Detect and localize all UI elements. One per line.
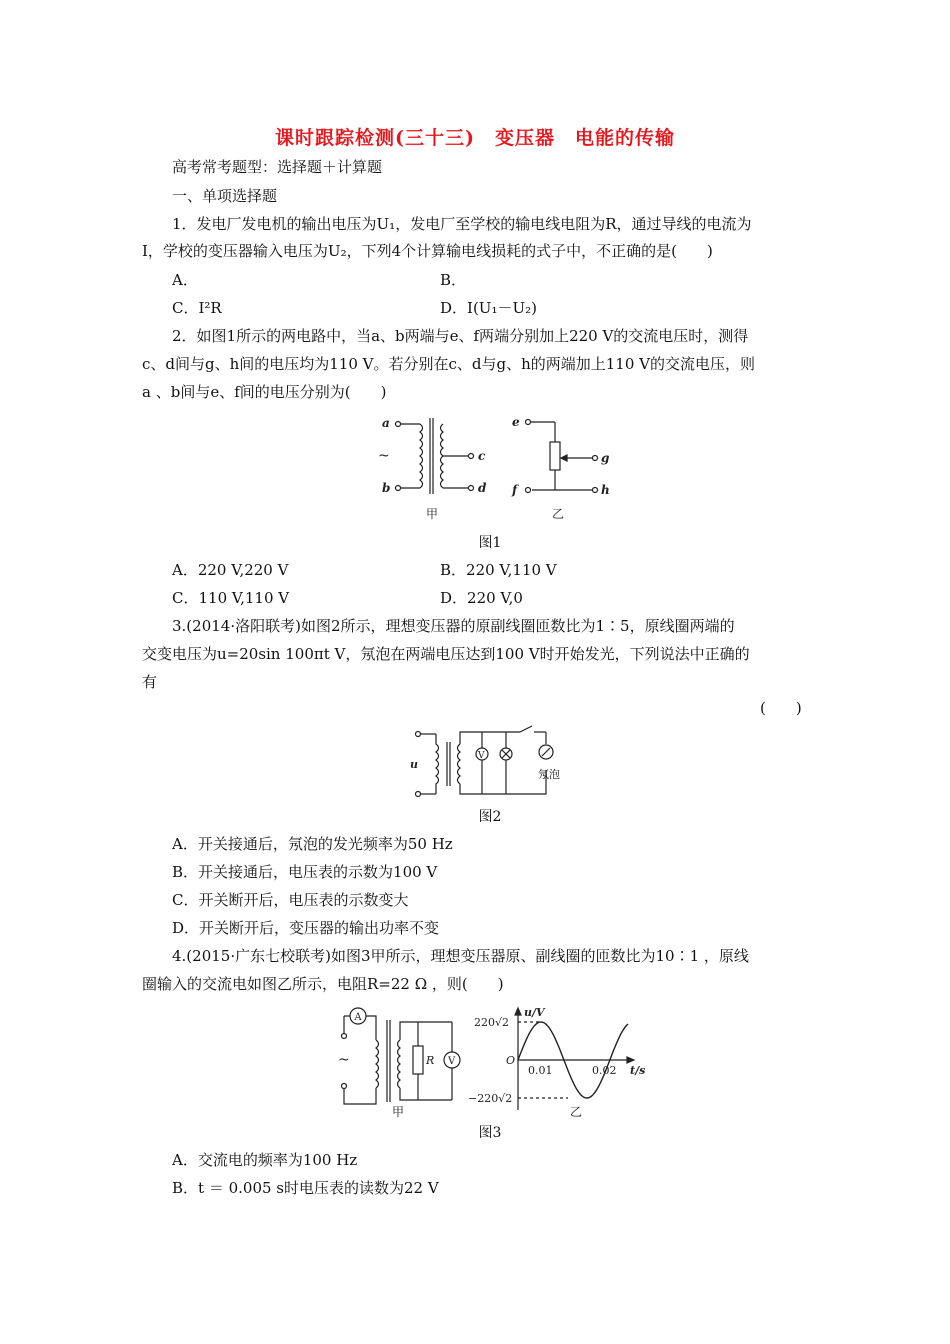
fig2-voltmeter-symbol: V	[478, 751, 485, 761]
fig2-label-u: u	[410, 758, 418, 771]
fig1-label-f: f	[512, 483, 518, 497]
q3-option-c: C．开关断开后，电压表的示数变大	[172, 891, 409, 909]
fig3-ytick-top: 220√2	[474, 1016, 510, 1029]
q4-option-b: B．t ＝ 0.005 s时电压表的读数为22 V	[172, 1179, 439, 1197]
q1-option-a: A．	[172, 271, 198, 289]
exam-type-line: 高考常考题型：选择题＋计算题	[172, 158, 383, 176]
fig1-label-c: c	[478, 449, 486, 463]
section-heading: 一、单项选择题	[172, 187, 278, 205]
q2-option-d: D．220 V,0	[440, 589, 523, 607]
q3-answer-paren: ( )	[760, 699, 802, 717]
q2-option-b: B．220 V,110 V	[440, 561, 557, 579]
q1-option-b: B．	[440, 271, 467, 289]
q2-stem-line3: a 、b间与e、f间的电压分别为( )	[142, 383, 387, 401]
figure-2	[410, 722, 570, 800]
q1-stem-line2: I，学校的变压器输入电压为U₂，下列4个计算输电线损耗的式子中，不正确的是( )	[142, 242, 713, 260]
q4-option-a: A．交流电的频率为100 Hz	[172, 1151, 358, 1169]
fig1-ac-symbol: ~	[378, 448, 390, 464]
fig3-x-axis-label: t/s	[630, 1064, 646, 1077]
figure-2-caption: 图2	[478, 809, 502, 825]
fig1-label-e: e	[512, 415, 520, 429]
fig3-voltmeter-symbol: V	[448, 1056, 456, 1067]
figure-1	[370, 408, 620, 520]
q2-option-a: A．220 V,220 V	[172, 561, 289, 579]
fig1-label-g: g	[601, 451, 610, 465]
fig2-neon-label: 氖泡	[538, 768, 560, 781]
fig1-label-h: h	[601, 483, 610, 497]
page-title: 课时跟踪检测(三十三) 变压器 电能的传输	[275, 127, 675, 149]
fig1-label-b: b	[382, 481, 391, 495]
fig3-ac-symbol: ~	[338, 1052, 350, 1068]
fig3-y-axis-label: u/V	[524, 1006, 545, 1019]
fig3-label-jia: 甲	[392, 1105, 405, 1118]
fig3-resistor-label: R	[426, 1054, 435, 1067]
q1-stem-line1: 1．发电厂发电机的输出电压为U₁，发电厂至学校的输电线电阻为R，通过导线的电流为	[172, 215, 752, 233]
q3-stem-line3: 有	[142, 673, 158, 691]
q2-stem-line1: 2．如图1所示的两电路中，当a、b两端与e、f两端分别加上220 V的交流电压时，测得	[172, 327, 749, 345]
fig3-label-yi: 乙	[570, 1105, 583, 1118]
fig1-label-yi: 乙	[552, 507, 565, 520]
fig3-ytick-bottom: −220√2	[468, 1092, 513, 1105]
fig3-origin-label: O	[506, 1054, 516, 1067]
fig3-xtick-1: 0.01	[528, 1064, 553, 1077]
q4-stem-line1: 4.(2015·广东七校联考)如图3甲所示，理想变压器原、副线圈的匝数比为10∶1 ，原线	[172, 947, 749, 965]
q3-option-b: B．开关接通后，电压表的示数为100 V	[172, 863, 438, 881]
fig1-label-a: a	[382, 416, 390, 430]
q3-option-d: D．开关断开后，变压器的输出功率不变	[172, 919, 440, 937]
fig3-ammeter-symbol: A	[354, 1012, 362, 1023]
figure-3-caption: 图3	[478, 1125, 502, 1141]
fig1-label-jia: 甲	[426, 507, 439, 520]
q1-option-d: D．I(U₁－U₂)	[440, 299, 537, 317]
q3-stem-line2: 交变电压为u=20sin 100πt V，氖泡在两端电压达到100 V时开始发光，下列说法中正确的	[142, 645, 750, 663]
fig3-xtick-2: 0.02	[592, 1064, 617, 1077]
q2-stem-line2: c、d间与g、h间的电压均为110 V。若分别在c、d与g、h的两端加上110 V的交流电压，则	[142, 355, 755, 373]
figure-1-caption: 图1	[478, 535, 502, 551]
q4-stem-line2: 圈输入的交流电如图乙所示，电阻R=22 Ω ，则( )	[142, 975, 504, 993]
fig1-label-d: d	[478, 481, 487, 495]
figure-3	[330, 1000, 660, 1118]
q3-option-a: A．开关接通后，氖泡的发光频率为50 Hz	[172, 835, 453, 853]
q1-option-c: C．I²R	[172, 299, 222, 317]
q2-option-c: C．110 V,110 V	[172, 589, 290, 607]
q3-stem-line1: 3.(2014·洛阳联考)如图2所示，理想变压器的原副线圈匝数比为1∶5，原线圈两端的	[172, 617, 735, 635]
